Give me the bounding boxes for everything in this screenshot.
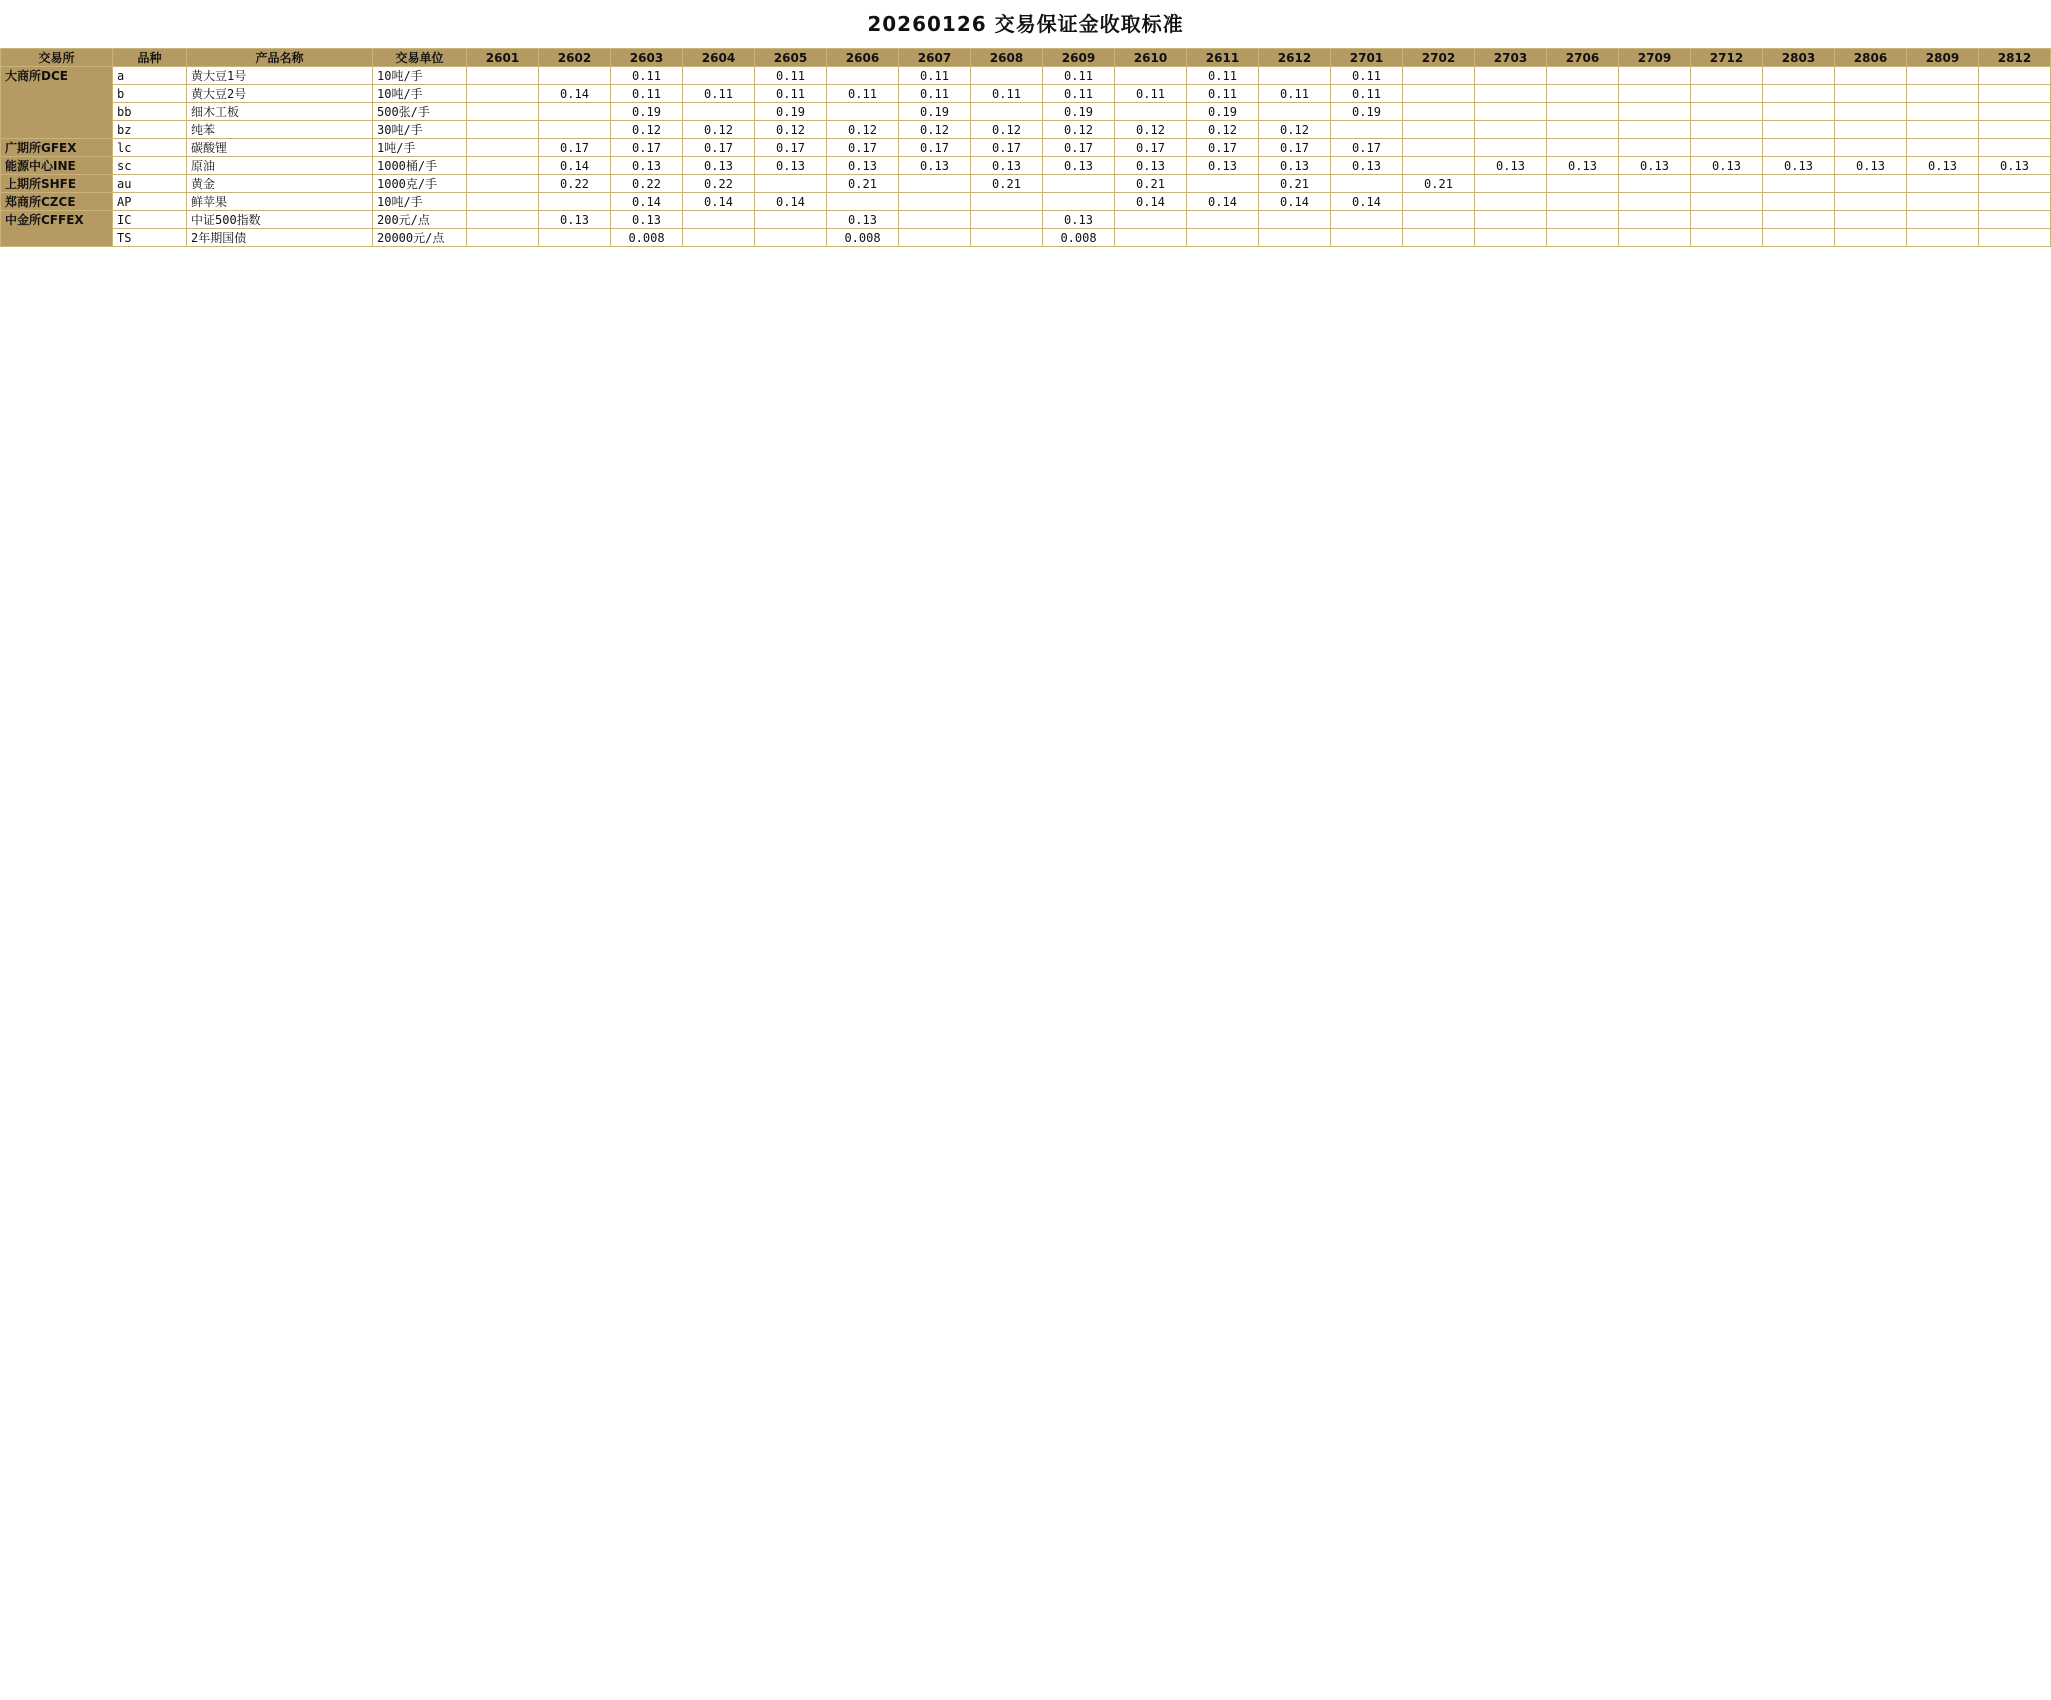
product-name-cell: 细木工板 [187, 103, 373, 121]
margin-rate-cell [1907, 103, 1979, 121]
table-row [1, 139, 2051, 157]
table-row [1, 211, 2051, 229]
product-code-cell: lc [113, 139, 187, 157]
margin-rate-cell [1763, 85, 1835, 103]
margin-rate-cell [1619, 211, 1691, 229]
exchange-cell: 中金所CFFEX [1, 211, 113, 247]
margin-rate-cell [1115, 103, 1187, 121]
margin-rate-cell [1835, 229, 1907, 247]
margin-rate-cell [899, 175, 971, 193]
margin-rate-cell: 0.14 [1259, 193, 1331, 211]
margin-rate-cell: 0.13 [1907, 157, 1979, 175]
exchange-cell: 广期所GFEX [1, 139, 113, 157]
product-name-cell: 鲜苹果 [187, 193, 373, 211]
margin-rate-cell [1907, 85, 1979, 103]
margin-rate-cell [1763, 193, 1835, 211]
margin-rate-cell: 0.13 [1475, 157, 1547, 175]
margin-rate-cell [1907, 175, 1979, 193]
month-header: 2610 [1115, 49, 1187, 67]
margin-rate-cell: 0.17 [539, 139, 611, 157]
margin-rate-cell [1547, 121, 1619, 139]
margin-rate-cell: 0.13 [1187, 157, 1259, 175]
margin-rate-cell: 0.21 [1403, 175, 1475, 193]
margin-rate-cell [1619, 103, 1691, 121]
margin-rate-cell [971, 193, 1043, 211]
margin-rate-cell [467, 157, 539, 175]
product-code-cell: bb [113, 103, 187, 121]
margin-rate-cell [899, 193, 971, 211]
margin-rate-cell: 0.008 [611, 229, 683, 247]
month-header: 2601 [467, 49, 539, 67]
margin-rate-cell: 0.12 [899, 121, 971, 139]
product-code-cell: AP [113, 193, 187, 211]
margin-rate-cell: 0.14 [755, 193, 827, 211]
margin-rate-cell: 0.17 [1331, 139, 1403, 157]
margin-rate-cell [539, 103, 611, 121]
margin-rate-cell: 0.17 [971, 139, 1043, 157]
margin-rate-cell [1547, 175, 1619, 193]
margin-rate-cell [683, 211, 755, 229]
margin-rate-cell: 0.13 [1547, 157, 1619, 175]
margin-rate-cell: 0.12 [1043, 121, 1115, 139]
margin-rate-cell: 0.12 [611, 121, 683, 139]
margin-rate-cell [1763, 175, 1835, 193]
margin-rate-cell [827, 193, 899, 211]
month-header: 2809 [1907, 49, 1979, 67]
margin-rate-cell: 0.11 [1043, 85, 1115, 103]
month-header: 2612 [1259, 49, 1331, 67]
margin-rate-cell [1979, 85, 2051, 103]
margin-rate-cell [1619, 229, 1691, 247]
margin-rate-cell [1763, 67, 1835, 85]
margin-rate-cell: 0.17 [755, 139, 827, 157]
trading-unit-cell: 10吨/手 [373, 193, 467, 211]
margin-rate-cell: 0.12 [1115, 121, 1187, 139]
margin-rate-cell [1475, 139, 1547, 157]
margin-rate-cell: 0.13 [539, 211, 611, 229]
margin-rate-cell [1979, 67, 2051, 85]
margin-rate-cell [467, 139, 539, 157]
margin-rate-cell [971, 229, 1043, 247]
margin-rate-cell: 0.21 [1115, 175, 1187, 193]
margin-rate-cell: 0.17 [1259, 139, 1331, 157]
margin-rate-cell: 0.13 [683, 157, 755, 175]
margin-rate-cell: 0.17 [683, 139, 755, 157]
margin-rate-cell: 0.11 [1259, 85, 1331, 103]
margin-rate-cell [1187, 229, 1259, 247]
trading-unit-cell: 10吨/手 [373, 85, 467, 103]
margin-rate-cell: 0.11 [1331, 85, 1403, 103]
product-code-cell: bz [113, 121, 187, 139]
margin-rate-cell [1475, 211, 1547, 229]
trading-unit-cell: 200元/点 [373, 211, 467, 229]
margin-rate-cell: 0.11 [899, 85, 971, 103]
margin-rate-cell: 0.21 [971, 175, 1043, 193]
margin-rate-cell [1835, 175, 1907, 193]
margin-rate-cell [1979, 193, 2051, 211]
product-name-cell: 碳酸锂 [187, 139, 373, 157]
margin-rate-cell [1259, 103, 1331, 121]
margin-rate-cell: 0.17 [1115, 139, 1187, 157]
margin-rate-cell: 0.13 [1619, 157, 1691, 175]
margin-rate-cell [1979, 121, 2051, 139]
margin-rate-cell: 0.11 [611, 67, 683, 85]
margin-rate-cell [1547, 229, 1619, 247]
margin-rate-cell [971, 67, 1043, 85]
margin-rate-cell [1835, 121, 1907, 139]
margin-rate-cell [467, 121, 539, 139]
margin-rate-cell: 0.19 [1187, 103, 1259, 121]
margin-rate-cell: 0.14 [683, 193, 755, 211]
exchange-cell: 能源中心INE [1, 157, 113, 175]
margin-rate-cell [827, 67, 899, 85]
margin-rate-cell [1403, 121, 1475, 139]
margin-rate-cell [1763, 121, 1835, 139]
margin-rate-cell: 0.12 [827, 121, 899, 139]
margin-rate-cell: 0.14 [539, 85, 611, 103]
trading-unit-cell: 10吨/手 [373, 67, 467, 85]
margin-rate-cell [1331, 229, 1403, 247]
product-code-cell: IC [113, 211, 187, 229]
month-header: 2611 [1187, 49, 1259, 67]
month-header: 2712 [1691, 49, 1763, 67]
margin-table [0, 48, 2051, 247]
month-header: 2702 [1403, 49, 1475, 67]
month-header: 2706 [1547, 49, 1619, 67]
margin-rate-cell [683, 67, 755, 85]
margin-rate-cell: 0.13 [755, 157, 827, 175]
margin-rate-cell [1115, 211, 1187, 229]
margin-rate-cell [1547, 103, 1619, 121]
margin-rate-cell [1979, 175, 2051, 193]
margin-rate-cell [1331, 175, 1403, 193]
exchange-cell: 上期所SHFE [1, 175, 113, 193]
margin-rate-cell: 0.11 [1115, 85, 1187, 103]
product-name-cell: 黄金 [187, 175, 373, 193]
margin-rate-cell: 0.11 [611, 85, 683, 103]
margin-rate-cell: 0.11 [899, 67, 971, 85]
margin-rate-cell [1403, 229, 1475, 247]
margin-rate-cell [1403, 85, 1475, 103]
margin-rate-cell: 0.17 [899, 139, 971, 157]
margin-rate-cell [1835, 103, 1907, 121]
margin-rate-cell [1691, 121, 1763, 139]
margin-rate-cell: 0.22 [683, 175, 755, 193]
margin-rate-cell [1475, 175, 1547, 193]
margin-rate-cell [467, 193, 539, 211]
margin-rate-cell [1475, 229, 1547, 247]
margin-rate-cell: 0.11 [971, 85, 1043, 103]
margin-rate-cell: 0.19 [1043, 103, 1115, 121]
product-name-cell: 中证500指数 [187, 211, 373, 229]
month-header: 2812 [1979, 49, 2051, 67]
table-row [1, 175, 2051, 193]
margin-rate-cell [1619, 121, 1691, 139]
margin-rate-cell [1403, 157, 1475, 175]
margin-rate-cell [1331, 211, 1403, 229]
margin-rate-cell [539, 229, 611, 247]
table-body [1, 67, 2051, 247]
margin-rate-cell [1403, 103, 1475, 121]
margin-rate-cell: 0.19 [611, 103, 683, 121]
margin-rate-cell: 0.008 [827, 229, 899, 247]
margin-rate-cell: 0.12 [755, 121, 827, 139]
margin-rate-cell: 0.13 [971, 157, 1043, 175]
margin-rate-cell [1979, 139, 2051, 157]
margin-rate-cell [1403, 67, 1475, 85]
margin-rate-cell: 0.12 [683, 121, 755, 139]
margin-rate-cell [1835, 211, 1907, 229]
trading-unit-cell: 20000元/点 [373, 229, 467, 247]
month-header: 2606 [827, 49, 899, 67]
margin-rate-cell: 0.22 [611, 175, 683, 193]
product-code-cell: sc [113, 157, 187, 175]
table-row [1, 193, 2051, 211]
table-row [1, 121, 2051, 139]
margin-rate-cell: 0.13 [611, 211, 683, 229]
margin-rate-cell: 0.13 [1043, 157, 1115, 175]
margin-rate-cell: 0.13 [827, 211, 899, 229]
table-row [1, 85, 2051, 103]
margin-rate-cell: 0.11 [1043, 67, 1115, 85]
product-name-cell: 纯苯 [187, 121, 373, 139]
margin-rate-cell [1475, 121, 1547, 139]
product-code-cell: TS [113, 229, 187, 247]
month-header: 2609 [1043, 49, 1115, 67]
margin-rate-cell [1691, 193, 1763, 211]
margin-rate-cell: 0.12 [1259, 121, 1331, 139]
margin-rate-cell [1763, 103, 1835, 121]
margin-rate-cell: 0.13 [611, 157, 683, 175]
margin-rate-cell [1547, 139, 1619, 157]
margin-rate-cell: 0.14 [539, 157, 611, 175]
month-header: 2806 [1835, 49, 1907, 67]
month-header: 2709 [1619, 49, 1691, 67]
product-code-cell: a [113, 67, 187, 85]
margin-rate-cell [971, 211, 1043, 229]
margin-rate-cell [539, 67, 611, 85]
margin-rate-cell: 0.11 [827, 85, 899, 103]
margin-rate-cell: 0.11 [1187, 67, 1259, 85]
margin-rate-cell [1691, 67, 1763, 85]
margin-rate-cell: 0.19 [899, 103, 971, 121]
margin-rate-cell: 0.14 [1115, 193, 1187, 211]
margin-rate-cell [1835, 85, 1907, 103]
margin-rate-cell [1619, 139, 1691, 157]
trading-unit-cell: 30吨/手 [373, 121, 467, 139]
month-header: 2803 [1763, 49, 1835, 67]
month-header: 2603 [611, 49, 683, 67]
margin-rate-cell [539, 193, 611, 211]
margin-rate-cell [1403, 211, 1475, 229]
margin-rate-cell [1043, 175, 1115, 193]
margin-rate-cell [1763, 229, 1835, 247]
margin-rate-cell [1619, 175, 1691, 193]
margin-rate-cell [755, 211, 827, 229]
margin-rate-cell [1475, 193, 1547, 211]
margin-rate-cell: 0.11 [755, 85, 827, 103]
margin-rate-cell [899, 229, 971, 247]
margin-rate-cell [1691, 175, 1763, 193]
margin-rate-cell [1907, 211, 1979, 229]
month-header: 2605 [755, 49, 827, 67]
margin-rate-cell [1907, 229, 1979, 247]
month-header: 2602 [539, 49, 611, 67]
margin-rate-cell [1691, 211, 1763, 229]
margin-rate-cell: 0.13 [827, 157, 899, 175]
margin-rate-cell [683, 229, 755, 247]
header-row [1, 49, 2051, 67]
margin-rate-cell [1187, 175, 1259, 193]
margin-rate-cell [1835, 193, 1907, 211]
margin-rate-cell: 0.13 [1979, 157, 2051, 175]
margin-rate-cell [1115, 67, 1187, 85]
margin-rate-cell: 0.19 [755, 103, 827, 121]
trading-unit-cell: 1吨/手 [373, 139, 467, 157]
margin-rate-cell: 0.12 [971, 121, 1043, 139]
margin-rate-cell [1403, 193, 1475, 211]
margin-rate-cell [1115, 229, 1187, 247]
margin-rate-cell [1547, 193, 1619, 211]
margin-rate-cell [683, 103, 755, 121]
margin-rate-cell [1619, 85, 1691, 103]
margin-rate-cell: 0.13 [1331, 157, 1403, 175]
margin-rate-cell: 0.17 [611, 139, 683, 157]
month-header: 2608 [971, 49, 1043, 67]
margin-rate-cell: 0.13 [1115, 157, 1187, 175]
margin-rate-cell [1907, 67, 1979, 85]
unit-header: 交易单位 [373, 49, 467, 67]
margin-rate-cell [467, 103, 539, 121]
margin-rate-cell [827, 103, 899, 121]
margin-rate-cell: 0.11 [683, 85, 755, 103]
margin-rate-cell [1547, 211, 1619, 229]
month-header: 2604 [683, 49, 755, 67]
margin-rate-cell: 0.22 [539, 175, 611, 193]
product-name-cell: 黄大豆1号 [187, 67, 373, 85]
margin-rate-cell [755, 229, 827, 247]
margin-rate-cell [467, 229, 539, 247]
margin-rate-cell [1547, 67, 1619, 85]
margin-rate-cell: 0.17 [1043, 139, 1115, 157]
margin-rate-cell: 0.19 [1331, 103, 1403, 121]
exchange-cell: 郑商所CZCE [1, 193, 113, 211]
margin-rate-cell [1691, 103, 1763, 121]
margin-rate-cell [755, 175, 827, 193]
month-header: 2607 [899, 49, 971, 67]
margin-rate-cell [1691, 139, 1763, 157]
margin-rate-cell [1619, 193, 1691, 211]
margin-rate-cell [1403, 139, 1475, 157]
table-row [1, 229, 2051, 247]
code-header: 品种 [113, 49, 187, 67]
margin-rate-cell [899, 211, 971, 229]
margin-rate-cell [1619, 67, 1691, 85]
margin-rate-cell [467, 67, 539, 85]
margin-rate-cell: 0.13 [1259, 157, 1331, 175]
margin-rate-cell [467, 211, 539, 229]
margin-rate-cell [1907, 121, 1979, 139]
table-row [1, 103, 2051, 121]
margin-rate-cell [467, 85, 539, 103]
margin-rate-cell [1763, 211, 1835, 229]
margin-rate-cell: 0.14 [1187, 193, 1259, 211]
margin-rate-cell: 0.21 [827, 175, 899, 193]
margin-rate-cell [1691, 229, 1763, 247]
margin-rate-cell [467, 175, 539, 193]
margin-rate-cell [1979, 229, 2051, 247]
margin-rate-cell [1763, 139, 1835, 157]
margin-rate-cell [1691, 85, 1763, 103]
product-code-cell: au [113, 175, 187, 193]
margin-rate-cell [1547, 85, 1619, 103]
product-name-cell: 2年期国债 [187, 229, 373, 247]
margin-rate-cell [1907, 193, 1979, 211]
margin-rate-cell: 0.11 [755, 67, 827, 85]
trading-unit-cell: 1000桶/手 [373, 157, 467, 175]
margin-rate-cell [1979, 103, 2051, 121]
margin-rate-cell: 0.13 [899, 157, 971, 175]
trading-unit-cell: 1000克/手 [373, 175, 467, 193]
margin-rate-cell [971, 103, 1043, 121]
exchange-header: 交易所 [1, 49, 113, 67]
margin-rate-cell: 0.13 [1691, 157, 1763, 175]
margin-rate-cell [1331, 121, 1403, 139]
margin-rate-cell [1475, 85, 1547, 103]
table-row [1, 157, 2051, 175]
margin-rate-cell [1907, 139, 1979, 157]
margin-rate-cell [1835, 139, 1907, 157]
margin-rate-cell: 0.008 [1043, 229, 1115, 247]
margin-rate-cell [1187, 211, 1259, 229]
table-row [1, 67, 2051, 85]
month-header: 2701 [1331, 49, 1403, 67]
margin-rate-cell: 0.13 [1763, 157, 1835, 175]
margin-rate-cell: 0.14 [1331, 193, 1403, 211]
margin-rate-cell: 0.21 [1259, 175, 1331, 193]
margin-rate-cell: 0.11 [1187, 85, 1259, 103]
margin-rate-cell [1259, 211, 1331, 229]
margin-rate-cell [539, 121, 611, 139]
margin-rate-cell [1259, 229, 1331, 247]
margin-rate-cell: 0.11 [1331, 67, 1403, 85]
margin-rate-cell [1835, 67, 1907, 85]
margin-rate-cell [1259, 67, 1331, 85]
margin-rate-cell [1043, 193, 1115, 211]
product-name-cell: 原油 [187, 157, 373, 175]
trading-unit-cell: 500张/手 [373, 103, 467, 121]
month-header: 2703 [1475, 49, 1547, 67]
product-name-cell: 黄大豆2号 [187, 85, 373, 103]
margin-rate-cell: 0.14 [611, 193, 683, 211]
margin-rate-cell: 0.13 [1835, 157, 1907, 175]
margin-rate-cell: 0.17 [827, 139, 899, 157]
margin-rate-cell: 0.17 [1187, 139, 1259, 157]
page-title: 20260126 交易保证金收取标准 [867, 12, 1184, 36]
margin-rate-cell: 0.12 [1187, 121, 1259, 139]
exchange-cell: 大商所DCE [1, 67, 113, 139]
margin-rate-cell [1475, 103, 1547, 121]
margin-rate-cell [1979, 211, 2051, 229]
name-header: 产品名称 [187, 49, 373, 67]
margin-rate-cell: 0.13 [1043, 211, 1115, 229]
margin-rate-cell [1475, 67, 1547, 85]
product-code-cell: b [113, 85, 187, 103]
